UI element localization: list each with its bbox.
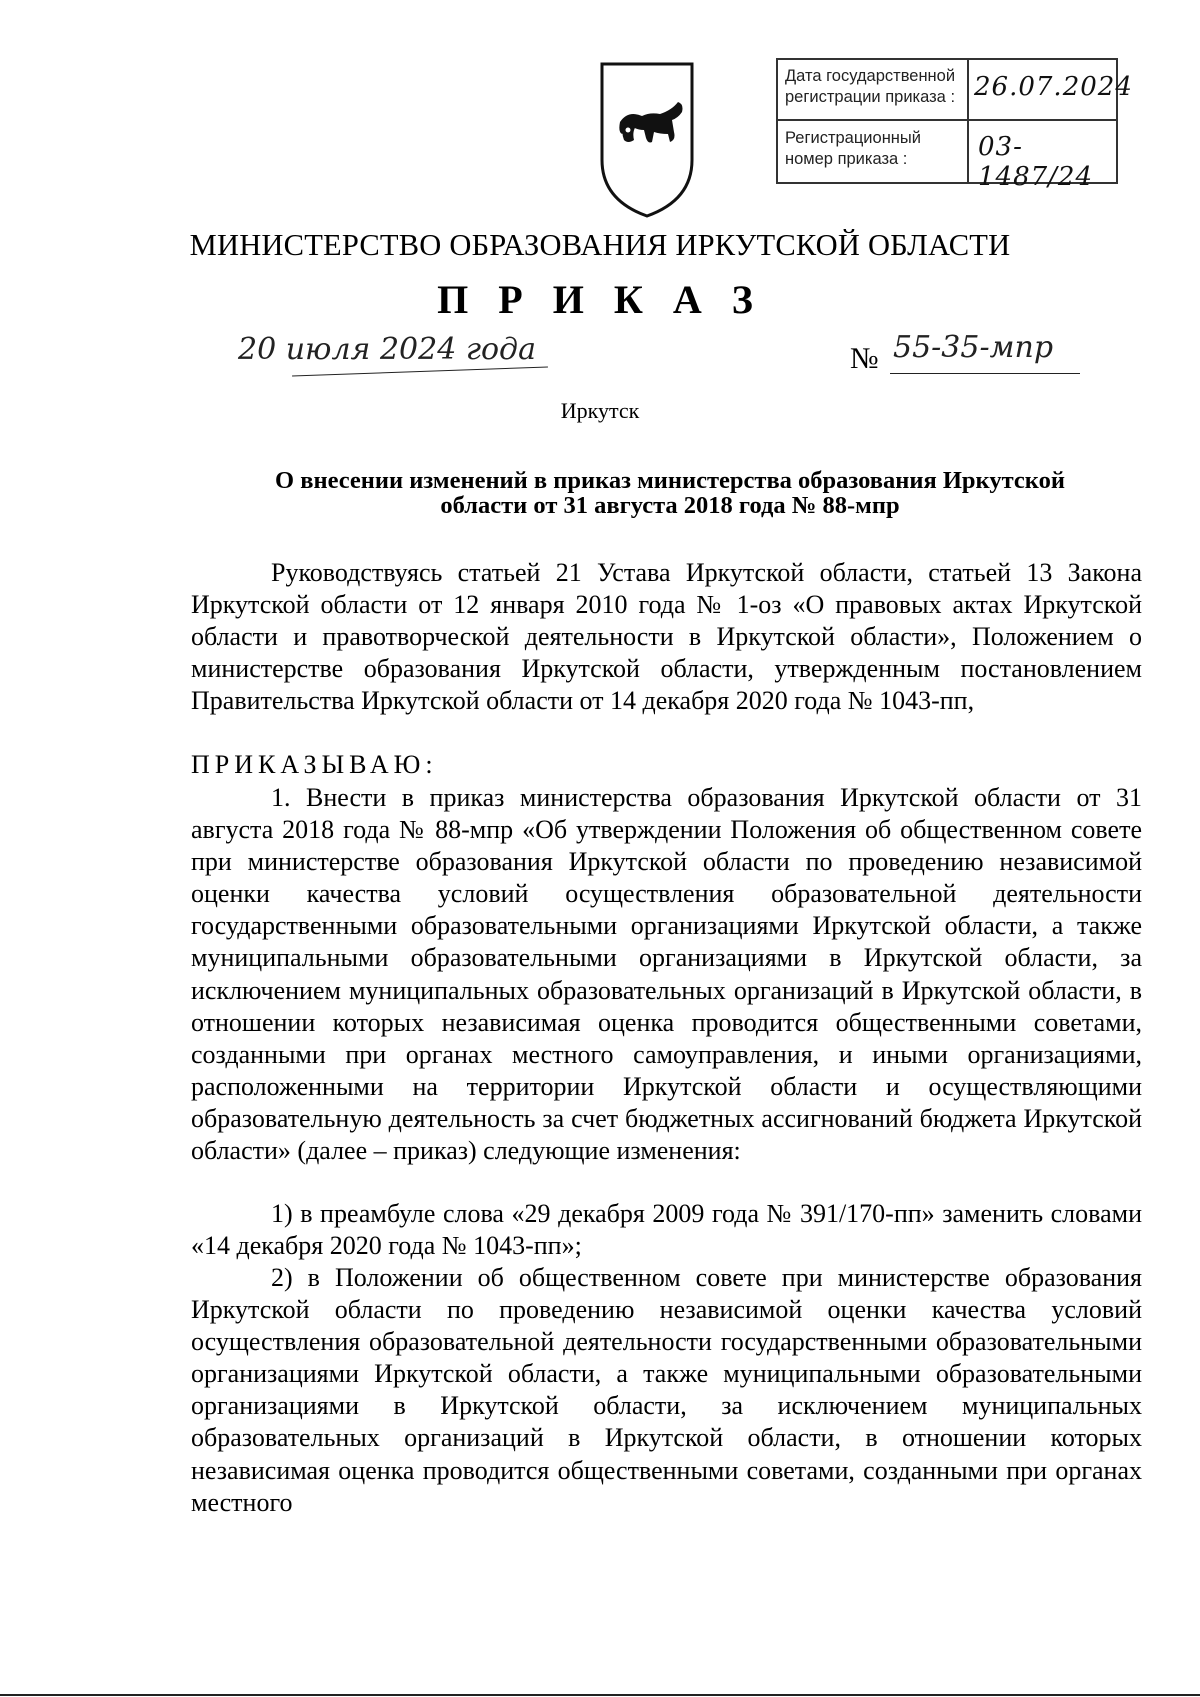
- registration-date-label-line2: регистрации приказа :: [785, 88, 956, 106]
- item-1-paragraph: 1. Внести в приказ министерства образования Иркутской области от 31 августа 2018 года № 88-мпр «Об утверждении Положения об общественном совете при министерстве образования Иркутской области по проведению независимой оценки качества условий осуществления образовательной деятельности государственными образовательными организациями Иркутской области, а также муниципальными образовательными организациями в Иркутской области, за исключением муниципальных образовательных организаций в Иркутской области, в отношении которых независимая оценка проводится общественными советами, созданными при органах местного самоуправления, и иными организациями, расположенными на территории Иркутской области и осуществляющими образовательную деятельность за счет бюджетных ассигнований бюджета Иркутской области» (далее – приказ) следующие изменения:: [191, 783, 1142, 1166]
- order-subject: [200, 468, 1140, 518]
- order-date-handwritten: 20 июля 2024 года: [238, 332, 536, 367]
- registration-number-label-line2: номер приказа :: [785, 150, 908, 168]
- order-number-sign: №: [850, 342, 879, 375]
- registration-stamp: [776, 58, 1133, 192]
- registration-number-label: [785, 128, 969, 170]
- order-subject-line2: области от 31 августа 2018 года № 88-мпр: [440, 492, 900, 519]
- ministry-name: МИНИСТЕРСТВО ОБРАЗОВАНИЯ ИРКУТСКОЙ ОБЛАСТИ: [189, 228, 1011, 262]
- registration-date-label: [785, 66, 969, 108]
- order-number-underline: [890, 373, 1080, 374]
- registration-number-value: 03-1487/24: [978, 132, 1094, 192]
- order-date-underline: [292, 367, 548, 377]
- registration-number-label-line1: Регистрационный: [785, 129, 921, 147]
- order-directive-word: ПРИКАЗЫВАЮ:: [191, 750, 438, 779]
- page-bottom-edge: [0, 1694, 1200, 1696]
- subitem-2-paragraph: 2) в Положении об общественном совете при министерстве образования Иркутской области по проведению независимой оценки качества условий осуществления образовательной деятельности государственными образовательными организациями Иркутской области, а также муниципальными образовательными организациями в Иркутской области, за исключением муниципальных образовательных организаций в Иркутской области, в отношении которых независимая оценка проводится общественными советами, созданными при органах местного: [191, 1263, 1142, 1517]
- preamble-paragraph: Руководствуясь статьей 21 Устава Иркутской области, статьей 13 Закона Иркутской области от 12 января 2010 года № 1-оз «О правовых актах Иркутской области и правотворческой деятельности в Иркутской области», Положением о министерстве образования Иркутской области, утвержденным постановлением Правительства Иркутской области от 14 декабря 2020 года № 1043-пп,: [191, 558, 1142, 716]
- order-number-handwritten: 55-35-мпр: [893, 330, 1054, 365]
- registration-date-value: 26.07.2024: [974, 72, 1133, 102]
- coat-of-arms-emblem: [598, 60, 696, 220]
- city-name: Иркутск: [560, 398, 640, 423]
- order-subject-line1: О внесении изменений в приказ министерства образования Иркутской: [275, 467, 1065, 494]
- registration-date-label-line1: Дата государственной: [785, 67, 956, 85]
- subitem-1-paragraph: 1) в преамбуле слова «29 декабря 2009 года № 391/170-пп» заменить словами «14 декабря 2020 года № 1043-пп»;: [191, 1199, 1142, 1261]
- document-type-title: П Р И К А З: [437, 277, 763, 322]
